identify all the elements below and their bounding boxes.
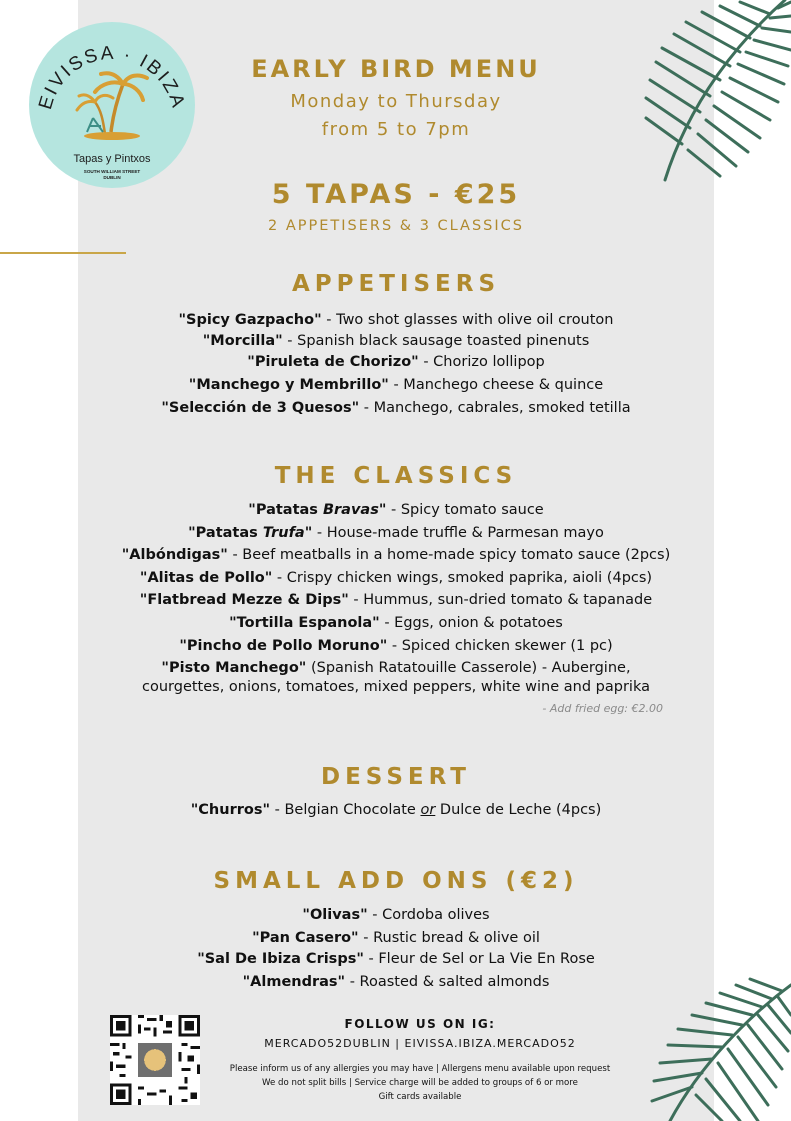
addons-heading: SMALL ADD ONS (€2) — [213, 868, 579, 894]
allergy-info: Please inform us of any allergies you may have | Allergens menu available upon request — [229, 1064, 611, 1074]
menu-days: Monday to Thursday — [290, 91, 502, 112]
classic-item: "Patatas Bravas" - Spicy tomato sauce — [248, 502, 544, 518]
appetiser-item: "Piruleta de Chorizo" - Chorizo lollipop — [247, 354, 545, 370]
classics-heading: THE CLASSICS — [274, 463, 518, 489]
service-charge-info: We do not split bills | Service charge will be added to groups of 6 or more — [262, 1078, 578, 1088]
offer-price-line: 5 TAPAS - €25 — [271, 179, 521, 210]
classic-item: "Pincho de Pollo Moruno" - Spiced chicken skewer (1 pc) — [179, 638, 613, 654]
appetiser-item: "Selección de 3 Quesos" - Manchego, cabrales, smoked tetilla — [161, 400, 631, 416]
dessert-item: "Churros" - Belgian Chocolate or Dulce de Leche (4pcs) — [190, 802, 602, 818]
appetiser-item: "Spicy Gazpacho" - Two shot glasses with olive oil crouton — [178, 312, 614, 328]
add-egg-note: - Add fried egg: €2.00 — [542, 702, 663, 715]
logo-address-2: DUBLIN — [103, 175, 121, 180]
gold-divider-line — [0, 252, 126, 254]
classic-item-continued: courgettes, onions, tomatoes, mixed peppers, white wine and paprika — [142, 679, 650, 695]
menu-time: from 5 to 7pm — [321, 119, 471, 140]
menu-title: EARLY BIRD MENU — [251, 55, 541, 83]
appetisers-heading: APPETISERS — [291, 271, 501, 297]
classic-item: "Flatbread Mezze & Dips" - Hummus, sun-dried tomato & tapanade — [139, 592, 653, 608]
gift-card-info: Gift cards available — [378, 1092, 462, 1102]
addon-item: "Sal De Ibiza Crisps" - Fleur de Sel or La Vie En Rose — [197, 951, 595, 967]
palm-leaf-bottom-icon — [640, 975, 791, 1121]
qr-code-icon[interactable] — [110, 1015, 200, 1105]
logo-brand-text: EIVISSA · IBIZA — [35, 42, 189, 112]
classic-item: "Tortilla Espanola" - Eggs, onion & potatoes — [229, 615, 563, 631]
classic-item: "Alitas de Pollo" - Crispy chicken wings, smoked paprika, aioli (4pcs) — [139, 570, 653, 586]
instagram-handles[interactable]: MERCADO52DUBLIN | EIVISSA.IBIZA.MERCADO52 — [264, 1037, 576, 1050]
dessert-heading: DESSERT — [321, 764, 471, 790]
offer-sub-line: 2 APPETISERS & 3 CLASSICS — [267, 218, 524, 234]
appetiser-item: "Manchego y Membrillo" - Manchego cheese & quince — [188, 377, 604, 393]
logo-address-1: SOUTH WILLIAM STREET — [83, 169, 141, 174]
addon-item: "Almendras" - Roasted & salted almonds — [242, 974, 550, 990]
addon-item: "Pan Casero" - Rustic bread & olive oil — [252, 930, 540, 946]
classic-item: "Albóndigas" - Beef meatballs in a home-made spicy tomato sauce (2pcs) — [121, 547, 671, 563]
follow-us-heading: FOLLOW US ON IG: — [344, 1017, 496, 1031]
classic-item: "Pisto Manchego" (Spanish Ratatouille Casserole) - Aubergine, — [161, 660, 631, 676]
appetiser-item: "Morcilla" - Spanish black sausage toasted pinenuts — [202, 333, 590, 349]
addon-item: "Olivas" - Cordoba olives — [302, 907, 490, 923]
classic-item: "Patatas Trufa" - House-made truffle & Parmesan mayo — [188, 525, 604, 541]
logo-tagline: Tapas y Pintxos — [73, 153, 151, 165]
